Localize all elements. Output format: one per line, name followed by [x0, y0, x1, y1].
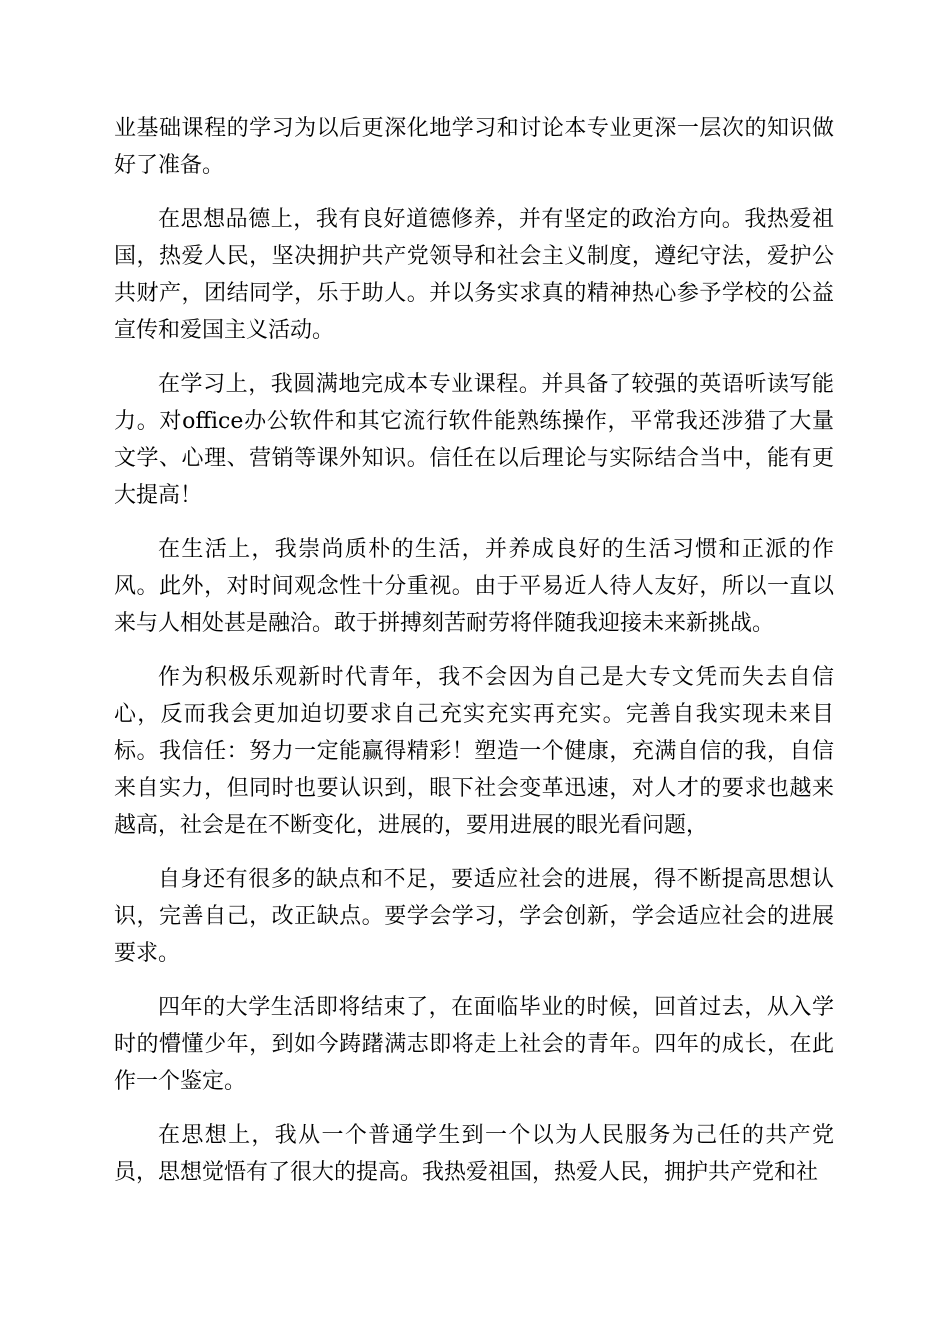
paragraph-4: 在生活上，我崇尚质朴的生活，并养成良好的生活习惯和正派的作风。此外，对时间观念性十分重视。由于平易近人待人友好，所以一直以来与人相处甚是融洽。敢于拼搏刻苦耐劳将伴随我迎接未来新挑战。: [114, 537, 834, 636]
paragraph-6: 自身还有很多的缺点和不足，要适应社会的进展，得不断提高思想认识，完善自己，改正缺点。要学会学习，学会创新，学会适应社会的进展要求。: [114, 867, 834, 966]
document-body: [114, 110, 834, 1208]
paragraph-8: 在思想上，我从一个普通学生到一个以为人民服务为己任的共产党员，思想觉悟有了很大的提高。我热爱祖国，热爱人民，拥护共产党和社: [114, 1123, 834, 1185]
paragraph-2: 在思想品德上，我有良好道德修养，并有坚定的政治方向。我热爱祖国，热爱人民，坚决拥护共产党领导和社会主义制度，遵纪守法，爱护公共财产，团结同学，乐于助人。并以务实求真的精神热心参予学校的公益宣传和爱国主义活动。: [114, 207, 834, 343]
paragraph-7: 四年的大学生活即将结束了，在面临毕业的时候，回首过去，从入学时的懵懂少年，到如今踌躇满志即将走上社会的青年。四年的成长，在此作一个鉴定。: [114, 995, 834, 1094]
paragraph-5: 作为积极乐观新时代青年，我不会因为自己是大专文凭而失去自信心，反而我会更加迫切要求自己充实充实再充实。完善自我实现未来目标。我信任：努力一定能赢得精彩！塑造一个健康，充满自信的我，自信来自实力，但同时也要认识到，眼下社会变革迅速，对人才的要求也越来越高，社会是在不断变化，进展的，要用进展的眼光看问题，: [114, 665, 834, 838]
paragraph-1: 业基础课程的学习为以后更深化地学习和讨论本专业更深一层次的知识做好了准备。: [114, 116, 834, 178]
paragraph-3: 在学习上，我圆满地完成本专业课程。并具备了较强的英语听读写能力。对office办公软件和其它流行软件能熟练操作，平常我还涉猎了大量文学、心理、营销等课外知识。信任在以后理论与实际结合当中，能有更大提高！: [114, 372, 834, 508]
